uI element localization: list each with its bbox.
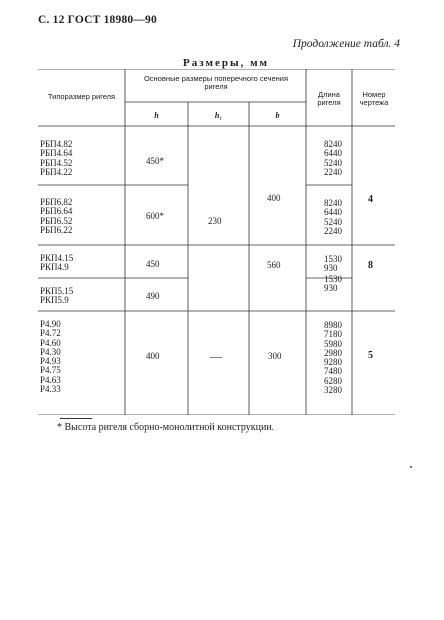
type-cell: Р4.33 bbox=[40, 384, 61, 395]
length-cell: 930 bbox=[324, 263, 338, 274]
length-cell: 2980 bbox=[324, 347, 342, 358]
type-cell: Р4.30 bbox=[40, 346, 61, 357]
header-main-dims: Основные размеры поперечного сечения ригеля bbox=[143, 74, 289, 91]
group34-b: 560 bbox=[267, 260, 281, 270]
group2-lengths bbox=[324, 199, 342, 236]
footnote-rule bbox=[60, 418, 92, 419]
length-cell: 6440 bbox=[324, 148, 342, 159]
group5-drawing: 5 bbox=[368, 350, 373, 361]
type-cell: РКП5.9 bbox=[40, 295, 69, 306]
group12-drawing: 4 bbox=[368, 194, 373, 205]
length-cell: 8240 bbox=[324, 139, 342, 149]
length-cell: 2240 bbox=[324, 225, 342, 236]
length-cell: 5980 bbox=[324, 338, 342, 349]
length-cell: 930 bbox=[324, 283, 338, 294]
length-cell: 8240 bbox=[324, 198, 342, 208]
type-cell: РКП4.9 bbox=[40, 262, 69, 273]
dimensions-table bbox=[38, 69, 395, 415]
group4-h: 490 bbox=[146, 291, 160, 301]
length-cell: 9280 bbox=[324, 357, 342, 368]
group4-lengths bbox=[324, 275, 342, 294]
type-cell: РБП4.52 bbox=[40, 157, 73, 168]
type-cell: Р4.60 bbox=[40, 337, 61, 348]
group12-h1: 230 bbox=[208, 216, 222, 226]
type-cell: РБП6.22 bbox=[40, 224, 73, 235]
group34-drawing: 8 bbox=[368, 260, 373, 271]
group4-types bbox=[40, 287, 73, 306]
length-cell: 5240 bbox=[324, 157, 342, 168]
type-cell: РБП6.64 bbox=[40, 206, 73, 217]
length-cell: 5240 bbox=[324, 216, 342, 227]
length-cell: 8980 bbox=[324, 320, 342, 330]
length-cell: 7480 bbox=[324, 366, 342, 377]
group1-lengths bbox=[324, 140, 342, 177]
type-cell: РБП6.52 bbox=[40, 215, 73, 226]
type-cell: РБП4.82 bbox=[40, 139, 73, 149]
group5-types bbox=[40, 320, 61, 394]
length-cell: 1530 bbox=[324, 274, 342, 284]
type-cell: РКП4.15 bbox=[40, 253, 74, 263]
group3-types bbox=[40, 254, 73, 273]
table-continuation-label: Продолжение табл. 4 bbox=[292, 38, 400, 50]
group12-b: 400 bbox=[267, 193, 281, 203]
group5-h1: — bbox=[210, 349, 222, 363]
type-cell: Р4.93 bbox=[40, 356, 61, 367]
footnote: * Высота ригеля сборно-монолитной конструкции. bbox=[57, 422, 275, 433]
type-cell: РБП4.22 bbox=[40, 166, 73, 177]
type-cell: РБП6.82 bbox=[40, 197, 73, 207]
group1-types bbox=[40, 140, 72, 177]
header-length: Длина ригеля bbox=[317, 90, 341, 107]
length-cell: 3280 bbox=[324, 385, 342, 396]
header-drawing: Номер чертежа bbox=[359, 90, 389, 107]
header-b: b bbox=[275, 111, 280, 120]
length-cell: 6440 bbox=[324, 207, 342, 218]
type-cell: РБП4.64 bbox=[40, 148, 73, 159]
type-cell: Р4.75 bbox=[40, 365, 61, 376]
header-h: h bbox=[154, 111, 159, 120]
group5-lengths bbox=[324, 321, 342, 395]
scan-speck bbox=[410, 466, 412, 468]
length-cell: 6280 bbox=[324, 375, 342, 386]
type-cell: Р4.72 bbox=[40, 328, 61, 339]
page-header: С. 12 ГОСТ 18980—90 bbox=[38, 14, 157, 26]
group1-h: 450* bbox=[146, 156, 164, 166]
table-title: Размеры, мм bbox=[183, 57, 270, 69]
header-type: Типоразмер ригеля bbox=[47, 92, 116, 101]
group5-h: 400 bbox=[146, 351, 160, 361]
type-cell: РКП5.15 bbox=[40, 286, 74, 296]
length-cell: 2240 bbox=[324, 166, 342, 177]
group3-lengths bbox=[324, 255, 342, 274]
length-cell: 1530 bbox=[324, 254, 342, 264]
group5-b: 300 bbox=[268, 351, 282, 361]
group2-h: 600* bbox=[146, 211, 164, 221]
group3-h: 450 bbox=[146, 259, 160, 269]
header-h1: h₁ bbox=[214, 111, 223, 120]
type-cell: Р4.90 bbox=[40, 319, 61, 329]
group2-types bbox=[40, 198, 72, 235]
type-cell: Р4.63 bbox=[40, 374, 61, 385]
length-cell: 7180 bbox=[324, 329, 342, 340]
